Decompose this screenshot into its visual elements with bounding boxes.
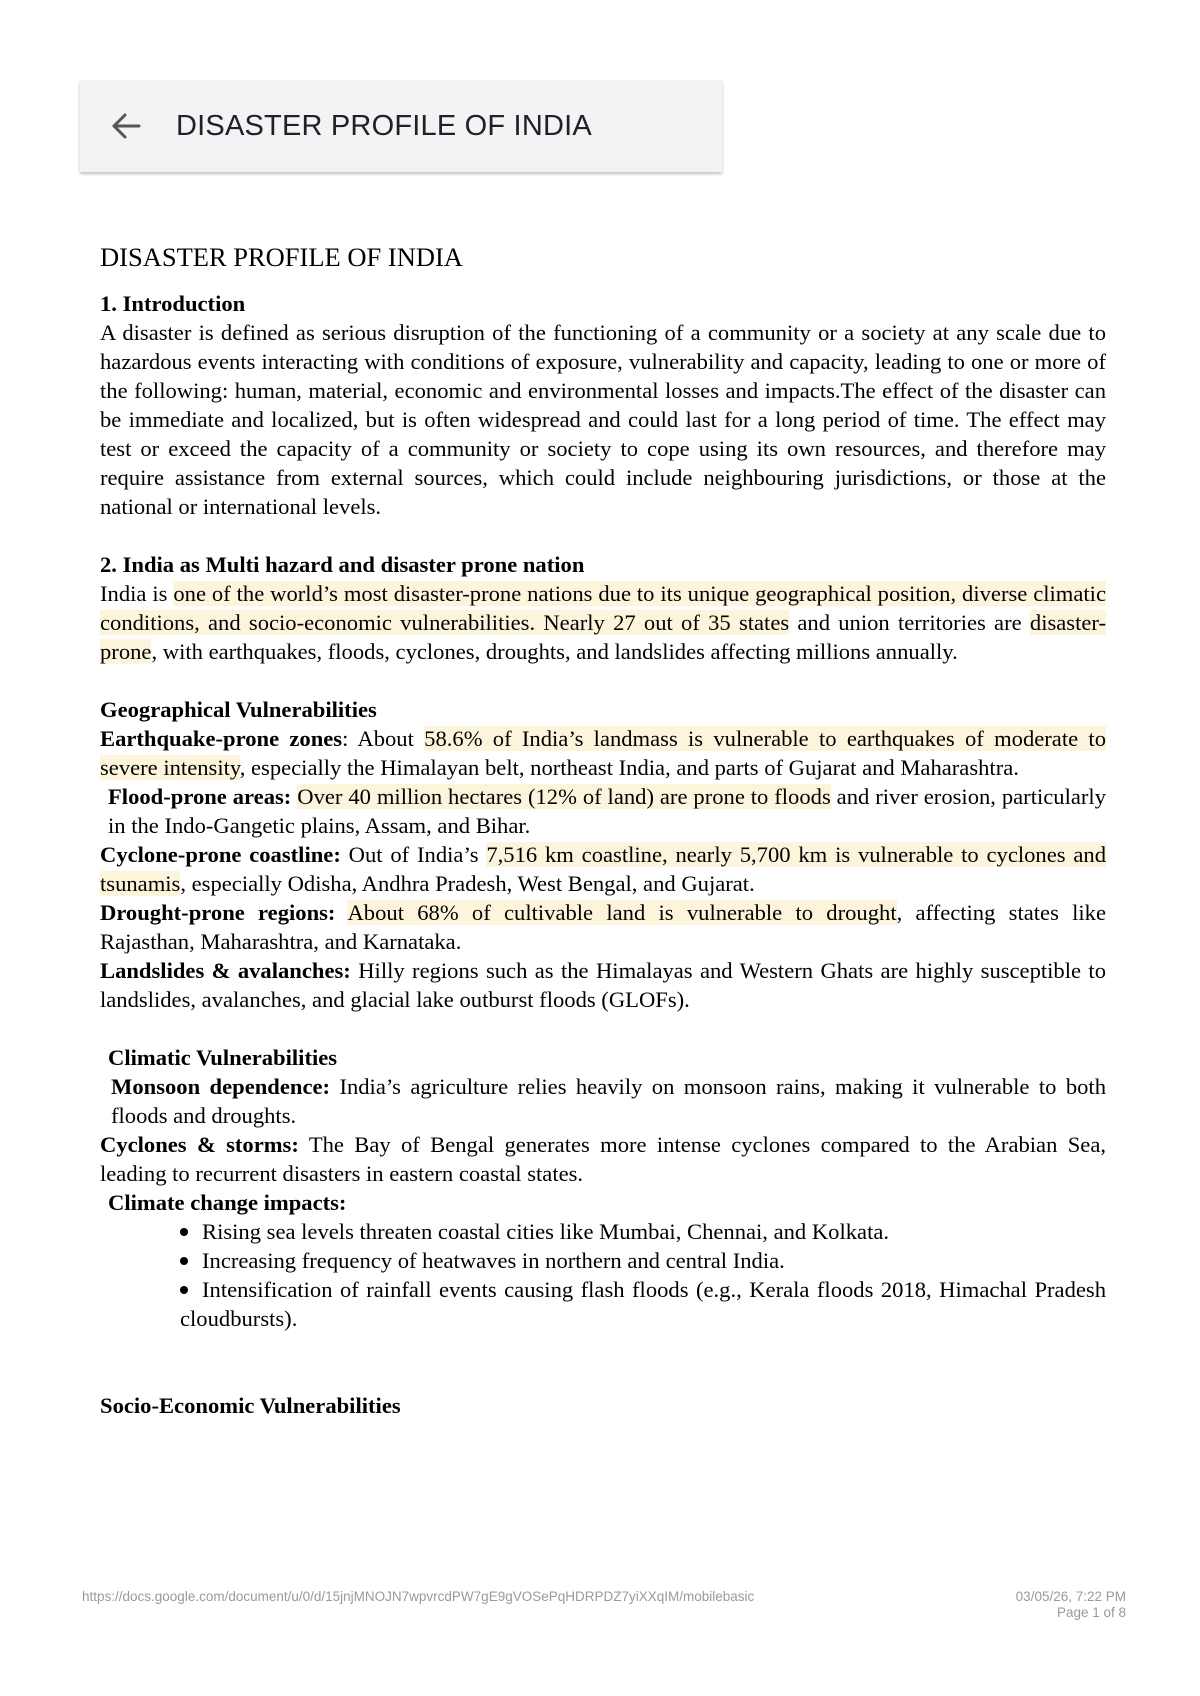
- drought-paragraph: Drought-prone regions: About 68% of cultivable land is vulnerable to drought, affecting states like Rajasthan, Maharashtra, and Karnataka.: [100, 900, 1107, 954]
- bullet-icon: [180, 1228, 188, 1236]
- climatic-heading: Climatic Vulnerabilities: [108, 1045, 338, 1070]
- multi-hazard-heading: 2. India as Multi hazard and disaster prone nation: [100, 552, 585, 577]
- footer-page-number: Page 1 of 8: [1056, 1605, 1126, 1620]
- list-item: Rising sea levels threaten coastal cities like Mumbai, Chennai, and Kolkata.: [180, 1217, 1106, 1246]
- multi-hazard-paragraph: India is one of the world’s most disaster-prone nations due to its unique geographical position, diverse climatic conditions, and socio-economic vulnerabilities. Nearly 27 out of 35 states and union territories are disaster-prone, with earthquakes, floods, cyclones, droughts, and landslides affecting millions annually.: [100, 581, 1106, 664]
- bullet-icon: [180, 1257, 188, 1265]
- earthquake-paragraph: Earthquake-prone zones: About 58.6% of India’s landmass is vulnerable to earthquakes of moderate to severe intensity, especially the Himalayan belt, northeast India, and parts of Gujarat and Maharashtra.: [100, 726, 1106, 780]
- footer-url: https://docs.google.com/document/u/0/d/15jnjMNOJN7wpvrcdPW7gE9gVOSePqHDRPDZ7yiXXqIM/mobilebasic: [82, 1589, 755, 1604]
- socio-heading: Socio-Economic Vulnerabilities: [100, 1393, 401, 1418]
- app-header: [80, 80, 722, 172]
- bullet-icon: [180, 1286, 188, 1294]
- climate-change-list: [100, 1217, 1106, 1333]
- climate-change-heading: Climate change impacts:: [108, 1190, 347, 1215]
- document-title: DISASTER PROFILE OF INDIA: [100, 242, 463, 272]
- back-button[interactable]: [106, 106, 146, 146]
- storm-paragraph: Cyclones & storms: The Bay of Bengal generates more intense cyclones compared to the Arabian Sea, leading to recurrent disasters in eastern coastal states.: [100, 1132, 1106, 1186]
- flood-paragraph: Flood-prone areas: Over 40 million hectares (12% of land) are prone to floods and river erosion, particularly in the Indo-Gangetic plains, Assam, and Bihar.: [108, 784, 1106, 838]
- document-body: [100, 240, 1106, 1420]
- cyclone-paragraph: Cyclone-prone coastline: Out of India’s 7,516 km coastline, nearly 5,700 km is vulnerable to cyclones and tsunamis, especially Odisha, Andhra Pradesh, West Bengal, and Gujarat.: [100, 842, 1106, 896]
- monsoon-paragraph: Monsoon dependence: India’s agriculture relies heavily on monsoon rains, making it vulnerable to both floods and droughts.: [111, 1074, 1106, 1128]
- arrow-left-icon: [111, 113, 141, 139]
- geo-heading: Geographical Vulnerabilities: [100, 697, 377, 722]
- intro-paragraph: A disaster is defined as serious disruption of the functioning of a community or a society at any scale due to hazardous events interacting with conditions of exposure, vulnerability and capacity, leading to one or more of the following: human, material, economic and environmental losses and impacts.The effect of the disaster can be immediate and localized, but is often widespread and could last for a long period of time. The effect may test or exceed the capacity of a community or society to cope using its own resources, and therefore may require assistance from external sources, which could include neighbouring jurisdictions, or those at the national or international levels.: [100, 320, 1106, 519]
- list-item: Intensification of rainfall events causing flash floods (e.g., Kerala floods 2018, Himachal Pradesh cloudbursts).: [180, 1277, 1106, 1331]
- list-item: Increasing frequency of heatwaves in northern and central India.: [180, 1246, 1106, 1275]
- footer-meta: [1016, 1589, 1126, 1621]
- footer-datetime: 03/05/26, 7:22 PM: [1015, 1589, 1126, 1604]
- landslide-paragraph: Landslides & avalanches: Hilly regions such as the Himalayas and Western Ghats are highly susceptible to landslides, avalanches, and glacial lake outburst floods (GLOFs).: [100, 958, 1107, 1012]
- intro-heading: 1. Introduction: [100, 291, 246, 316]
- header-title: DISASTER PROFILE OF INDIA: [176, 109, 592, 142]
